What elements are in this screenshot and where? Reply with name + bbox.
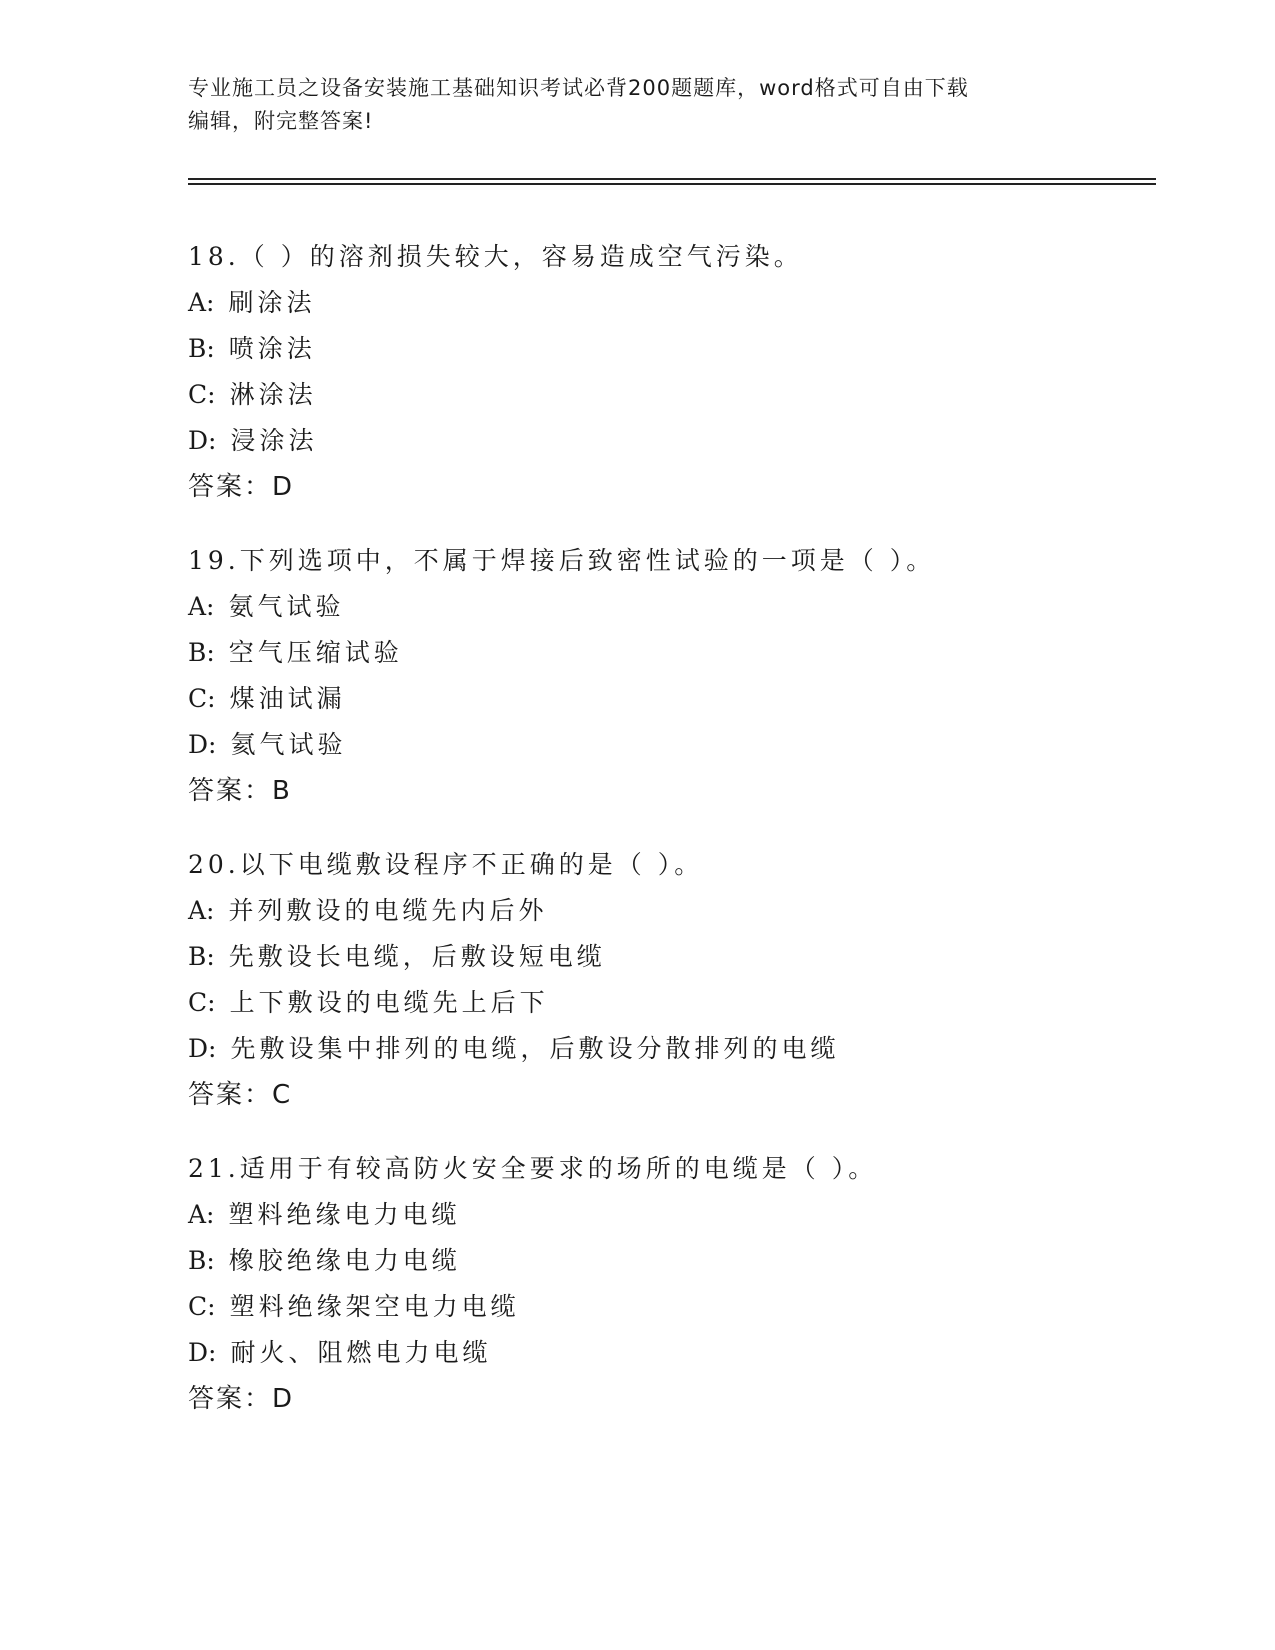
option-text: 并列敷设的电缆先内后外 <box>228 896 548 925</box>
option-text: 喷涂法 <box>228 334 316 363</box>
option-text: 氨气试验 <box>228 592 345 621</box>
option-b <box>188 630 1168 676</box>
option-key: A: <box>188 1200 215 1229</box>
option-c <box>188 980 1168 1026</box>
option-text: 煤油试漏 <box>229 684 346 713</box>
question-list <box>188 234 1168 1450</box>
question-19 <box>188 538 1168 814</box>
option-key: D: <box>188 1034 217 1063</box>
option-text: 塑料绝缘电力电缆 <box>228 1200 461 1229</box>
option-text: 浸涂法 <box>230 426 318 455</box>
option-a <box>188 888 1168 934</box>
option-b <box>188 1238 1168 1284</box>
answer-line: 答案：D <box>188 1384 295 1414</box>
option-key: C: <box>188 684 216 713</box>
option-c <box>188 676 1168 722</box>
header-divider-bottom <box>188 183 1156 185</box>
question-18 <box>188 234 1168 510</box>
option-text: 橡胶绝缘电力电缆 <box>228 1246 461 1275</box>
option-d <box>188 1330 1168 1376</box>
option-key: D: <box>188 730 217 759</box>
question-stem: 20.以下电缆敷设程序不正确的是（ ）。 <box>188 850 704 879</box>
answer-line: 答案：C <box>188 1080 293 1110</box>
question-21 <box>188 1146 1168 1422</box>
option-text: 氦气试验 <box>230 730 347 759</box>
option-key: B: <box>188 942 215 971</box>
option-a <box>188 584 1168 630</box>
option-key: B: <box>188 1246 215 1275</box>
option-text: 耐火、阻燃电力电缆 <box>230 1338 492 1367</box>
option-key: A: <box>188 592 215 621</box>
option-text: 塑料绝缘架空电力电缆 <box>229 1292 520 1321</box>
question-stem: 18.（ ）的溶剂损失较大，容易造成空气污染。 <box>188 242 803 271</box>
question-stem: 19.下列选项中，不属于焊接后致密性试验的一项是（ ）。 <box>188 546 936 575</box>
header-divider-top <box>188 178 1156 180</box>
header-line-2: 编辑，附完整答案! <box>188 109 374 133</box>
option-c <box>188 372 1168 418</box>
option-d <box>188 1026 1168 1072</box>
option-b <box>188 326 1168 372</box>
option-key: A: <box>188 288 215 317</box>
option-c <box>188 1284 1168 1330</box>
option-text: 上下敷设的电缆先上后下 <box>229 988 549 1017</box>
answer-line: 答案：D <box>188 472 295 502</box>
answer-line: 答案：B <box>188 776 292 806</box>
option-key: D: <box>188 1338 217 1367</box>
document-header <box>188 72 1088 138</box>
option-d <box>188 418 1168 464</box>
option-text: 先敷设长电缆，后敷设短电缆 <box>228 942 606 971</box>
option-a <box>188 1192 1168 1238</box>
option-key: C: <box>188 988 216 1017</box>
header-line-1: 专业施工员之设备安装施工基础知识考试必背200题题库，word格式可自由下载 <box>188 76 969 100</box>
option-text: 淋涂法 <box>229 380 317 409</box>
option-key: B: <box>188 334 215 363</box>
option-key: C: <box>188 1292 216 1321</box>
option-text: 刷涂法 <box>228 288 316 317</box>
option-key: A: <box>188 896 215 925</box>
option-text: 先敷设集中排列的电缆，后敷设分散排列的电缆 <box>230 1034 840 1063</box>
option-d <box>188 722 1168 768</box>
question-20 <box>188 842 1168 1118</box>
option-a <box>188 280 1168 326</box>
option-key: C: <box>188 380 216 409</box>
option-key: B: <box>188 638 215 667</box>
option-text: 空气压缩试验 <box>228 638 403 667</box>
option-key: D: <box>188 426 217 455</box>
question-stem: 21.适用于有较高防火安全要求的场所的电缆是（ ）。 <box>188 1154 878 1183</box>
option-b <box>188 934 1168 980</box>
